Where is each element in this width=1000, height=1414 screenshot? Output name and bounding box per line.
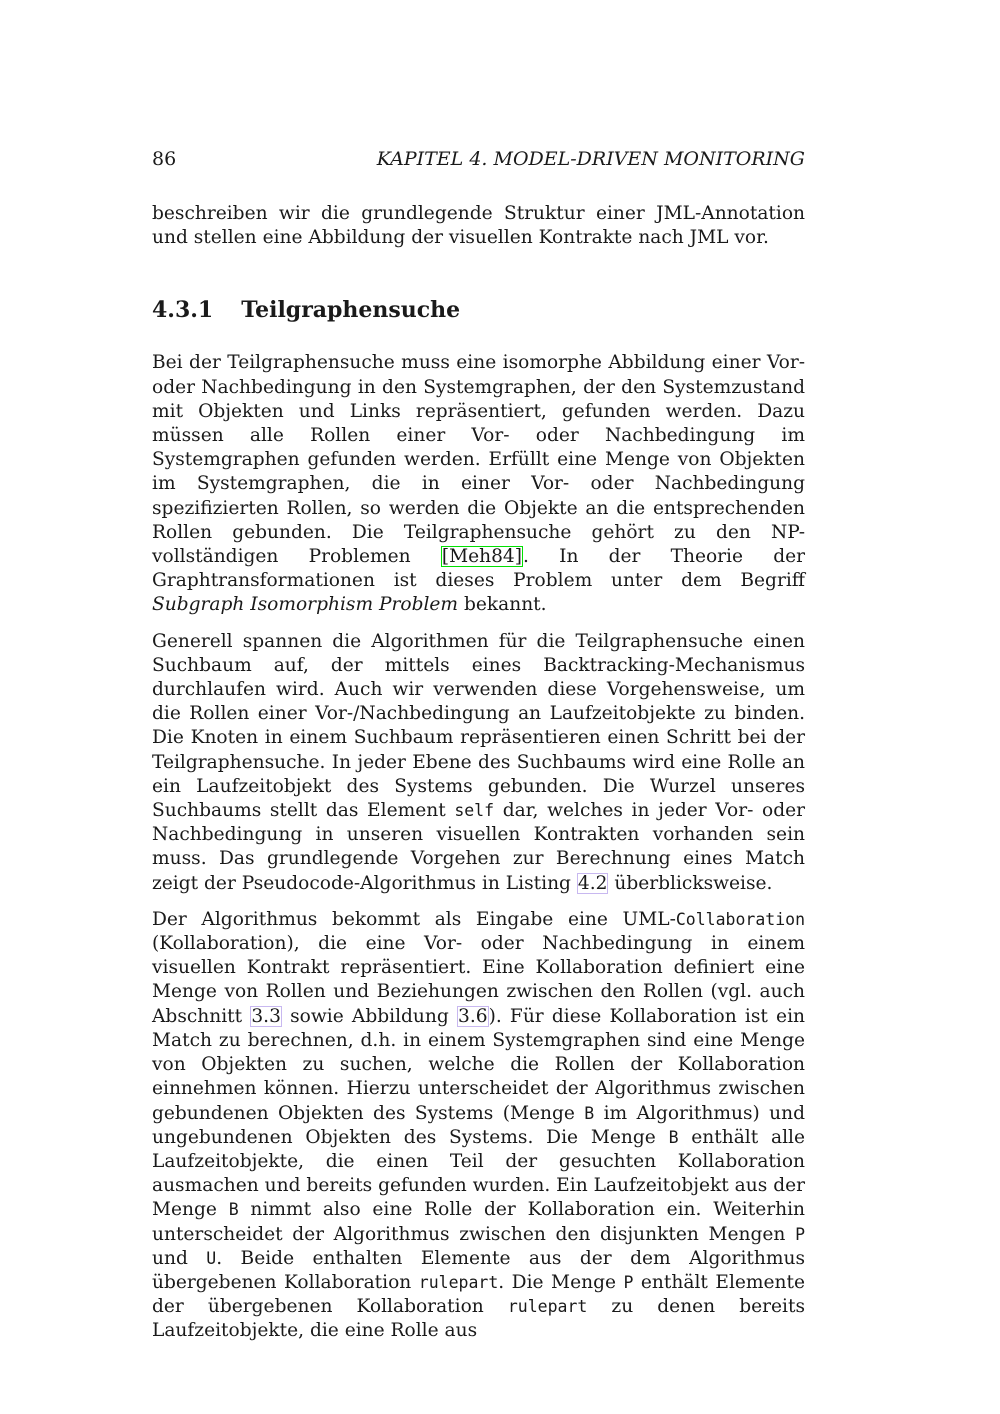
page	[152, 146, 805, 1344]
code-p: P	[795, 1224, 805, 1244]
citation-meh84[interactable]: [Meh84]	[441, 546, 523, 568]
section-heading	[152, 295, 805, 325]
code-p: P	[623, 1272, 634, 1292]
emphasized-term: Subgraph Isomorphism Problem	[152, 594, 459, 616]
code-b: B	[584, 1103, 595, 1123]
intro-paragraph: beschreiben wir die grundlegende Struktur einer JML-Annotation und stellen eine Abbildung der visuellen Kontrakte nach JML vor.	[152, 203, 805, 249]
code-b: B	[228, 1200, 239, 1220]
code-self: self	[454, 801, 495, 821]
code-rulepart: rulepart	[418, 1272, 499, 1292]
code-b: B	[668, 1127, 679, 1147]
paragraph-1: Bei der Teilgraphensuche muss eine isomorphe Abbildung einer Vor- oder Nachbedingung in den Systemgraphen, der den Systemzustand mit Objekten und Links repräsentiert, gefunden werden. Dazu müssen alle Rollen einer Vor- oder Nachbedingung im Systemgraphen gefunden werden. Erfüllt eine Menge von Objekten im Systemgraphen, die in einer Vor- oder Nachbedingung spezifizierten Rollen, so werden die Objekte an die entsprechenden Rollen gebunden. Die Teilgraphensuche gehört zu den NP-vollständigen Problemen [Meh84]. In der Theorie der Graphtransformationen ist dieses Problem unter dem Begriff Subgraph Isomorphism Problem bekannt.	[152, 352, 805, 616]
ref-figure-3-6[interactable]: 3.6	[457, 1005, 488, 1027]
ref-section-3-3[interactable]: 3.3	[251, 1005, 281, 1027]
running-title: KAPITEL 4. MODEL-DRIVEN MONITORING	[376, 148, 805, 170]
code-collaboration: Collaboration	[675, 909, 805, 929]
code-u: U	[206, 1248, 217, 1268]
section-number: 4.3.1	[152, 297, 214, 324]
running-header	[152, 146, 805, 172]
code-rulepart: rulepart	[507, 1297, 588, 1317]
paragraph-3: Der Algorithmus bekommt als Eingabe eine UML-Collaboration (Kollaboration), die eine Vor- oder Nachbedingung in einem visuellen Kontrakt repräsentiert. Eine Kollaboration definiert eine Menge von Rollen und Beziehungen zwischen den Rollen (vgl. auch Abschnitt 3.3 sowie Abbildung 3.6). Für diese Kollaboration ist ein Match zu berechnen, d.h. in einem Systemgraphen sind eine Menge von Objekten zu suchen, welche die Rollen der Kollaboration einnehmen können. Hierzu unterscheidet der Algorithmus zwischen gebundenen Objekten des Systems (Menge B im Algorithmus) und ungebundenen Objekten des Systems. Die Menge B enthält alle Laufzeitobjekte, die einen Teil der gesuchten Kollaboration ausmachen und bereits gefunden wurden. Ein Laufzeitobjekt aus der Menge B nimmt also eine Rolle der Kollaboration ein. Weiterhin unterscheidet der Algorithmus zwischen den disjunkten Mengen P und U. Beide enthalten Elemente aus der dem Algorithmus übergebenen Kollaboration rulepart. Die Menge P enthält Elemente der übergebenen Kollaboration rulepart zu denen bereits Laufzeitobjekte, die eine Rolle aus	[152, 908, 806, 1342]
section-title: Teilgraphensuche	[241, 297, 461, 324]
paragraph-2: Generell spannen die Algorithmen für die Teilgraphensuche einen Suchbaum auf, der mittels eines Backtracking-Mechanismus durchlaufen wird. Auch wir verwenden diese Vorgehensweise, um die Rollen einer Vor-/Nachbedingung an Laufzeitobjekte zu binden. Die Knoten in einem Suchbaum repräsentieren einen Schritt bei der Teilgraphensuche. In jeder Ebene des Suchbaums wird eine Rolle an ein Laufzeitobjekt des Systems gebunden. Die Wurzel unseres Suchbaums stellt das Element self dar, welches in jeder Vor- oder Nachbedingung in unseren visuellen Kontrakten vorhanden sein muss. Das grundlegende Vorgehen zur Berechnung eines Match zeigt der Pseudocode-Algorithmus in Listing 4.2 überblicksweise.	[152, 630, 805, 894]
page-number: 86	[152, 148, 177, 170]
ref-listing-4-2[interactable]: 4.2	[577, 872, 608, 894]
